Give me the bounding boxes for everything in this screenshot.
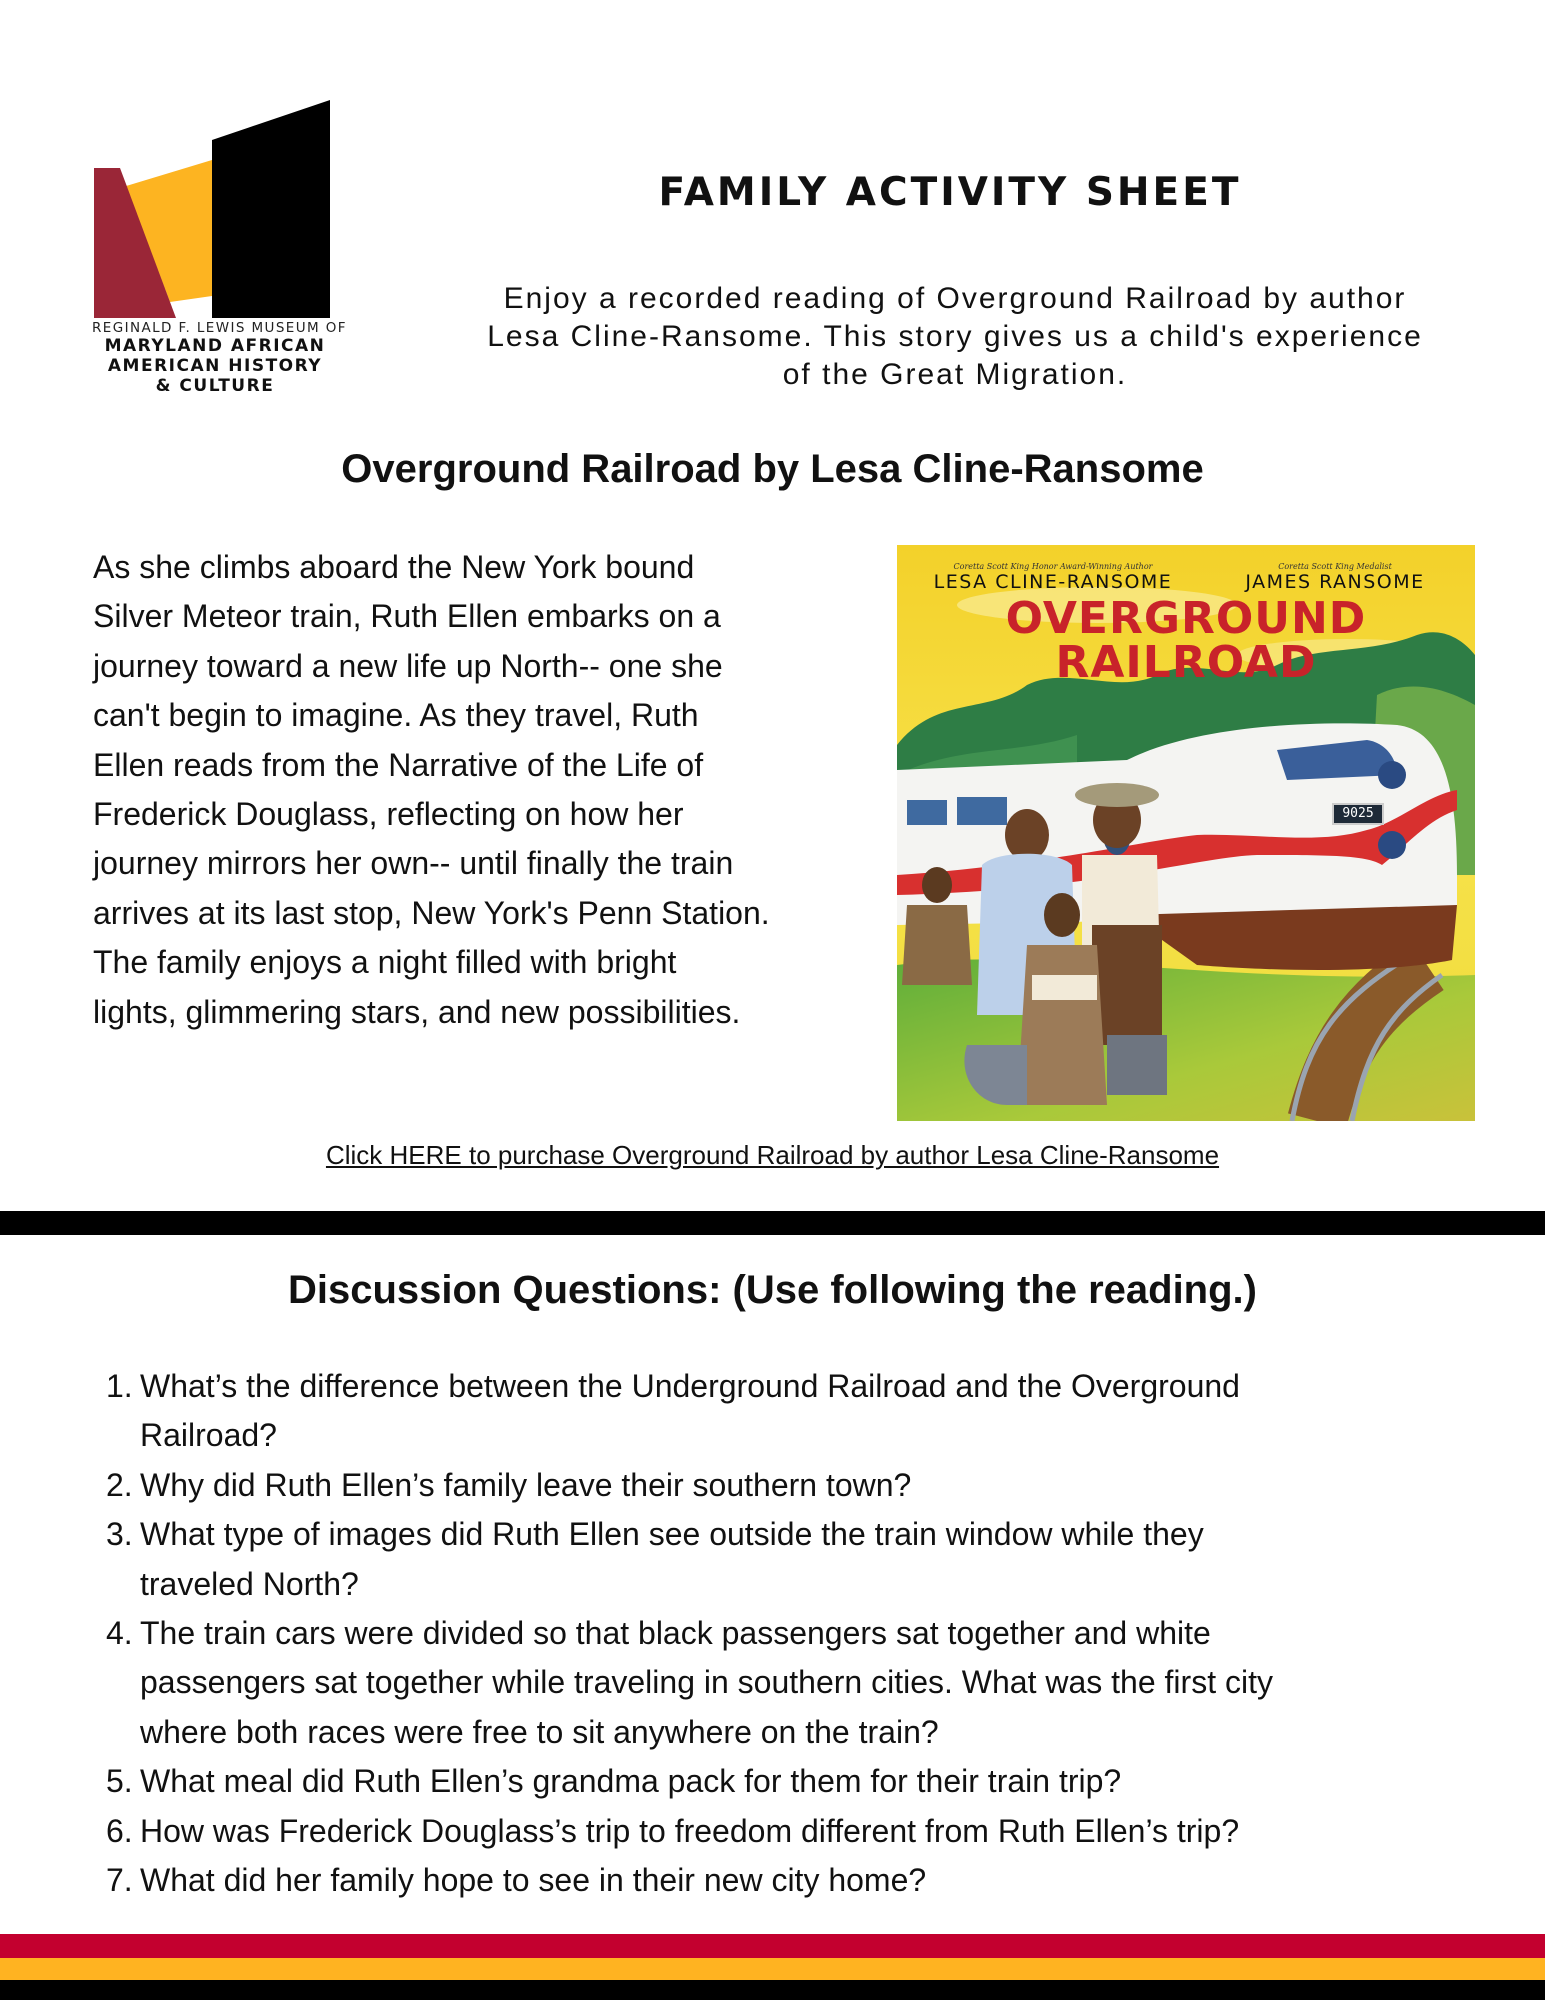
museum-logo-icon xyxy=(92,98,338,318)
summary-line: Silver Meteor train, Ruth Ellen embarks on a xyxy=(93,598,721,635)
question-line: What did her family hope to see in their new city home? xyxy=(140,1862,927,1899)
discussion-heading: Discussion Questions: (Use following the reading.) xyxy=(288,1268,1257,1312)
question-number: 1. xyxy=(106,1368,133,1404)
question-item xyxy=(106,1757,1506,1806)
question-item xyxy=(106,1461,1506,1510)
summary-line: As she climbs aboard the New York bound xyxy=(93,549,695,585)
cover-author-name: LESA CLINE-RANSOME xyxy=(933,571,1173,593)
question-number: 7. xyxy=(106,1862,133,1899)
intro-line: of the Great Migration. xyxy=(782,358,1128,391)
question-line: What’s the difference between the Underground Railroad and the Overground xyxy=(140,1368,1240,1404)
intro-line: Lesa Cline-Ransome. This story gives us a child's experience xyxy=(487,320,1423,353)
question-item xyxy=(106,1856,1506,1905)
book-cover-image xyxy=(897,545,1475,1121)
summary-line: Frederick Douglass, reflecting on how her xyxy=(93,796,684,833)
question-line: What type of images did Ruth Ellen see outside the train window while they xyxy=(140,1516,1204,1553)
question-item xyxy=(106,1510,1506,1609)
question-line: What meal did Ruth Ellen’s grandma pack for them for their train trip? xyxy=(140,1763,1122,1800)
section-divider xyxy=(0,1211,1545,1235)
question-number: 6. xyxy=(106,1812,133,1849)
cover-author-honor: Coretta Scott King Honor Award-Winning Author xyxy=(953,562,1153,571)
purchase-book-link[interactable]: Click HERE to purchase Overground Railroad by author Lesa Cline-Ransome xyxy=(325,1140,1220,1170)
footer-stripe-yellow xyxy=(0,1958,1545,1980)
summary-line: can't begin to imagine. As they travel, Ruth xyxy=(93,697,699,734)
footer-stripe-red xyxy=(0,1934,1545,1958)
logo-line-4: & CULTURE xyxy=(155,376,275,396)
question-item xyxy=(106,1362,1506,1461)
cover-title-line: OVERGROUND xyxy=(1005,593,1367,644)
question-number: 2. xyxy=(106,1466,133,1503)
summary-line: journey mirrors her own-- until finally the train xyxy=(93,845,734,882)
question-line: passengers sat together while traveling in southern cities. What was the first city xyxy=(140,1664,1273,1701)
question-item xyxy=(106,1807,1506,1856)
intro-line: Enjoy a recorded reading of Overground Railroad by author xyxy=(503,282,1407,315)
logo-line-2: MARYLAND AFRICAN xyxy=(104,336,326,356)
question-number: 5. xyxy=(106,1763,133,1800)
cover-title-line: RAILROAD xyxy=(1055,637,1317,688)
cover-illustrator-name: JAMES RANSOME xyxy=(1245,571,1425,593)
logo-wordmark xyxy=(92,320,347,396)
question-line: How was Frederick Douglass’s trip to freedom different from Ruth Ellen’s trip? xyxy=(140,1812,1240,1849)
cover-author xyxy=(923,562,1183,593)
book-heading: Overground Railroad by Lesa Cline-Ransome xyxy=(341,447,1204,491)
question-line: The train cars were divided so that black passengers sat together and white xyxy=(140,1615,1211,1652)
summary-line: lights, glimmering stars, and new possibilities. xyxy=(93,993,741,1030)
summary-line: arrives at its last stop, New York's Penn Station. xyxy=(93,894,770,931)
cover-illustrator xyxy=(1225,562,1445,593)
logo-line-3: AMERICAN HISTORY xyxy=(107,356,323,376)
question-line: Why did Ruth Ellen’s family leave their southern town? xyxy=(140,1466,912,1503)
summary-line: The family enjoys a night filled with bright xyxy=(93,944,677,981)
summary-line: Ellen reads from the Narrative of the Life of xyxy=(93,746,704,783)
book-summary xyxy=(93,543,893,1037)
logo-black-block xyxy=(212,100,330,318)
cover-title xyxy=(897,593,1475,688)
discussion-questions-list xyxy=(106,1362,1506,1905)
cover-illustrator-honor: Coretta Scott King Medalist xyxy=(1278,562,1392,571)
page-title: FAMILY ACTIVITY SHEET xyxy=(658,170,1242,215)
summary-line: journey toward a new life up North-- one she xyxy=(93,647,723,684)
train-number-plate: 9025 xyxy=(1332,803,1384,825)
question-item xyxy=(106,1609,1506,1757)
intro-text xyxy=(415,280,1495,394)
museum-logo xyxy=(92,98,347,398)
footer-stripe-black xyxy=(0,1980,1545,2000)
question-line: traveled North? xyxy=(140,1565,359,1602)
question-number: 4. xyxy=(106,1615,133,1652)
question-line: where both races were free to sit anywhere on the train? xyxy=(140,1713,939,1750)
logo-line-1: REGINALD F. LEWIS MUSEUM OF xyxy=(92,320,347,336)
question-number: 3. xyxy=(106,1516,133,1553)
question-line: Railroad? xyxy=(140,1417,277,1454)
